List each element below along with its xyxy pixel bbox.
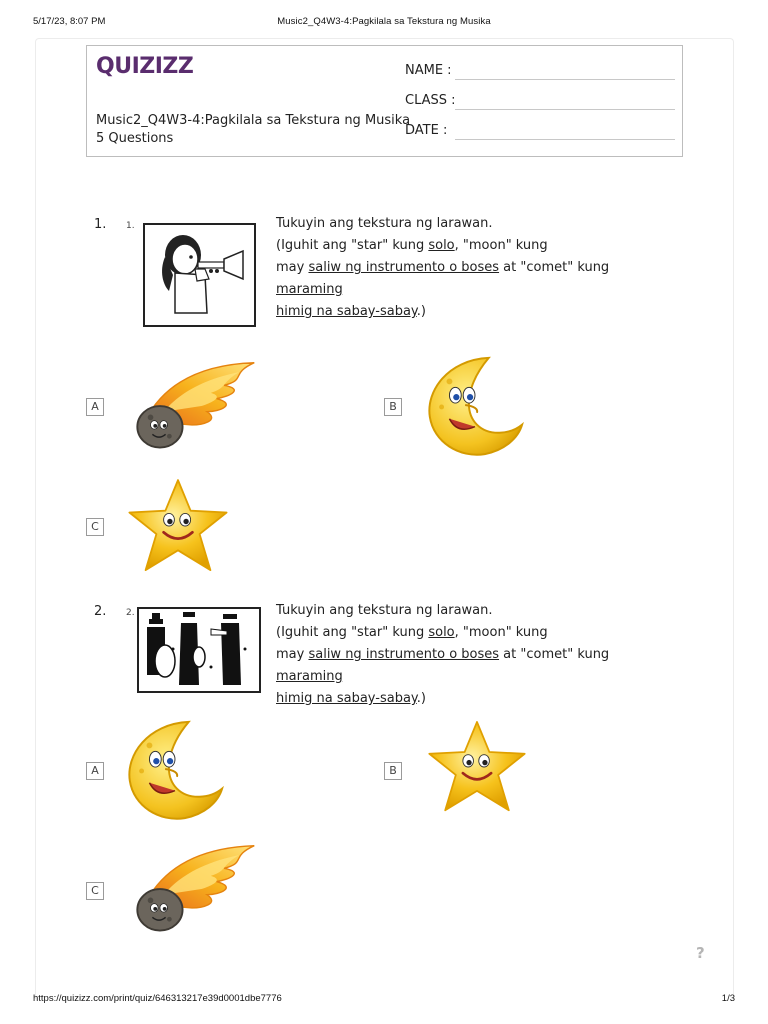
trumpet-player-icon xyxy=(145,225,254,325)
name-field xyxy=(405,63,675,83)
comet-icon xyxy=(126,355,258,459)
prompt-underlined: solo xyxy=(428,625,455,640)
prompt-line: Tukuyin ang tekstura ng larawan. xyxy=(276,216,493,231)
question-prompt xyxy=(276,600,676,710)
option-c-box[interactable]: C xyxy=(86,518,104,536)
prompt-underlined: solo xyxy=(428,238,455,253)
prompt-underlined: himig na sabay-sabay xyxy=(276,691,417,706)
quizizz-logo: QUIZIZZ xyxy=(96,54,194,79)
prompt-line xyxy=(276,688,676,710)
print-url: https://quizizz.com/print/quiz/646313217e39d0001dbe7776 xyxy=(33,993,282,1004)
option-a-box[interactable]: A xyxy=(86,762,104,780)
moon-icon xyxy=(120,716,228,824)
date-line xyxy=(455,139,675,140)
class-label: CLASS : xyxy=(405,93,456,108)
comet-icon xyxy=(126,838,258,942)
prompt-line: Tukuyin ang tekstura ng larawan. xyxy=(276,603,493,618)
prompt-text: at "comet" kung xyxy=(499,260,610,275)
image-label: 2. xyxy=(126,608,135,618)
date-field xyxy=(405,123,675,143)
question-count: 5 Questions xyxy=(96,131,174,146)
print-page-number: 1/3 xyxy=(721,993,735,1004)
option-a-box[interactable]: A xyxy=(86,398,104,416)
prompt-underlined: saliw ng instrumento o boses xyxy=(308,260,500,275)
trumpet-girl-image xyxy=(143,223,256,327)
prompt-underlined: himig na sabay-sabay xyxy=(276,304,417,319)
prompt-text: , "moon" kung xyxy=(454,625,548,640)
worksheet-header xyxy=(86,45,683,157)
prompt-line xyxy=(276,301,676,323)
class-line xyxy=(455,109,675,110)
prompt-text: may xyxy=(276,260,309,275)
question-number: 1. xyxy=(94,217,107,232)
help-icon[interactable]: ? xyxy=(696,944,705,962)
prompt-text: (Iguhit ang "star" kung xyxy=(276,625,429,640)
prompt-text: at "comet" kung xyxy=(499,647,610,662)
prompt-line xyxy=(276,622,676,644)
prompt-underlined: saliw ng instrumento o boses xyxy=(308,647,500,662)
prompt-text: (Iguhit ang "star" kung xyxy=(276,238,429,253)
prompt-underlined: maraming xyxy=(276,669,343,684)
prompt-underlined: maraming xyxy=(276,282,343,297)
print-doc-title: Music2_Q4W3-4:Pagkilala sa Tekstura ng Musika xyxy=(277,16,491,27)
name-label: NAME : xyxy=(405,63,452,78)
image-label: 1. xyxy=(126,221,135,231)
band-image xyxy=(137,607,261,693)
moon-icon xyxy=(420,352,528,460)
option-b-box[interactable]: B xyxy=(384,398,402,416)
date-label: DATE : xyxy=(405,123,448,138)
prompt-line xyxy=(276,235,676,257)
name-line xyxy=(455,79,675,80)
prompt-text: .) xyxy=(416,304,426,319)
prompt-line xyxy=(276,644,676,688)
print-footer xyxy=(0,993,768,1009)
quiz-title: Music2_Q4W3-4:Pagkilala sa Tekstura ng Musika xyxy=(96,113,411,128)
question-prompt xyxy=(276,213,676,323)
musicians-icon xyxy=(139,609,259,691)
prompt-text: .) xyxy=(416,691,426,706)
prompt-text: , "moon" kung xyxy=(454,238,548,253)
star-icon xyxy=(424,716,530,818)
option-b-box[interactable]: B xyxy=(384,762,402,780)
print-datetime: 5/17/23, 8:07 PM xyxy=(33,16,106,27)
question-number: 2. xyxy=(94,604,107,619)
prompt-line xyxy=(276,257,676,301)
print-header xyxy=(0,16,768,32)
prompt-text: may xyxy=(276,647,309,662)
class-field xyxy=(405,93,675,113)
star-icon xyxy=(124,474,232,578)
option-c-box[interactable]: C xyxy=(86,882,104,900)
